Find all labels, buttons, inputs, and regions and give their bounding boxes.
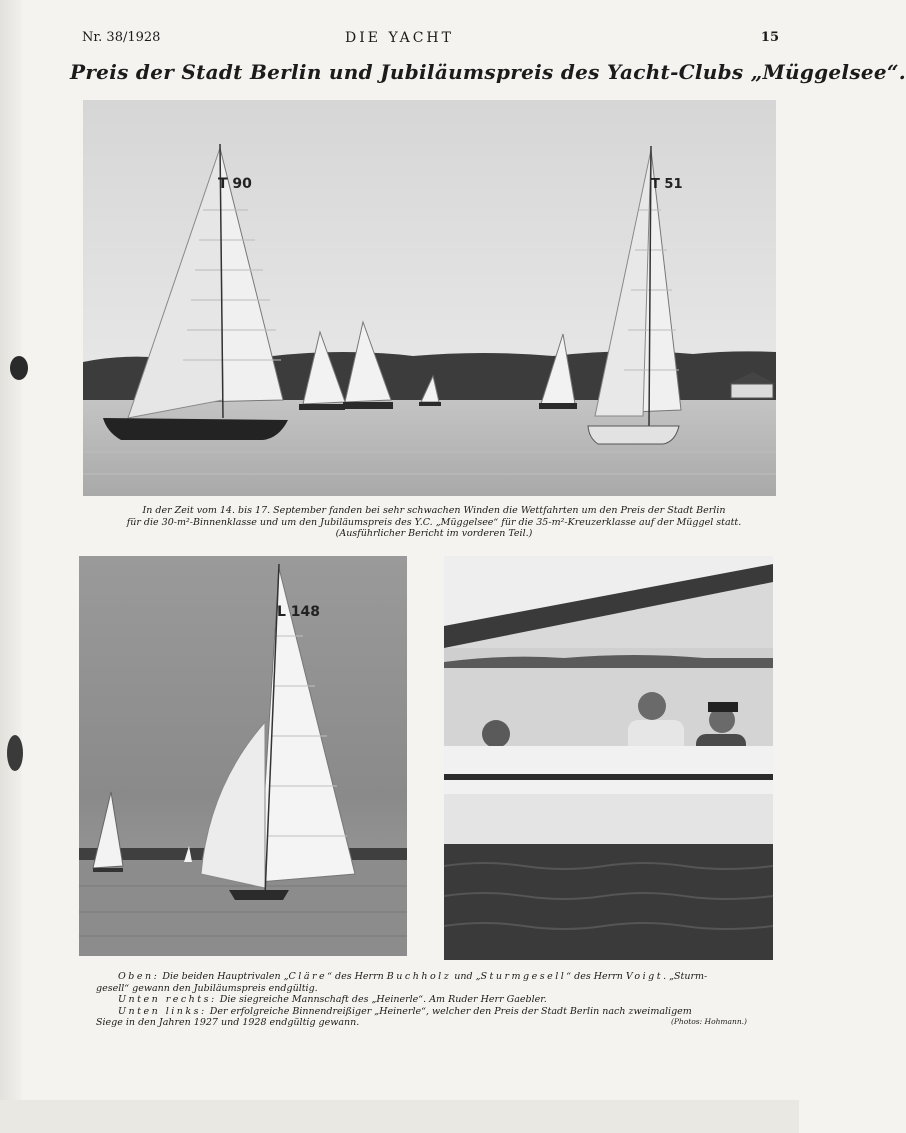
caption-text: “ des Herrn <box>566 971 623 982</box>
binding-hole <box>10 356 28 380</box>
page-edge <box>0 0 22 1133</box>
caption-oben-line2: gesell“ gewann den Jubiläumspreis endgültig. <box>96 982 318 994</box>
top-caption-line1: In der Zeit vom 14. bis 17. September fanden bei sehr schwachen Winden die Wettfahrten um den Preis der Stadt Berlin <box>142 505 726 516</box>
issue-number: Nr. 38/1928 <box>82 30 161 45</box>
caption-unten-links-text: Der erfolgreiche Binnendreißiger „Heinerle“, welcher den Preis der Stadt Berlin nach zweimaligem <box>209 1005 692 1017</box>
sail-number-t51: T 51 <box>651 177 683 192</box>
photo-credit: (Photos: Hohmann.) <box>670 1017 747 1026</box>
boat-name-sturmgesell: Sturmgesell <box>480 971 567 982</box>
caption-text: “ des Herrn <box>327 971 384 982</box>
caption-unten-rechts-text: Die siegreiche Mannschaft des „Heinerle“. Am Ruder Herr Gaebler. <box>219 994 547 1005</box>
boat-name-claere: Cläre <box>288 971 328 982</box>
owner-name-buchholz: Buchholz <box>386 971 452 982</box>
page-bottom <box>0 1100 799 1133</box>
top-photo-caption <box>94 505 774 540</box>
caption-label-oben: Oben: <box>118 971 160 982</box>
page-headline: Preis der Stadt Berlin und Jubiläumspreis des Yacht-Clubs „Müggelsee“. <box>70 60 906 84</box>
caption-unten-links-line2: Siege in den Jahren 1927 und 1928 endgültig gewann. <box>96 1017 360 1028</box>
sail-number-t90: T 90 <box>218 176 252 192</box>
top-caption-line3: (Ausführlicher Bericht im vorderen Teil.) <box>335 528 533 539</box>
caption-text: Die beiden Hauptrivalen „ <box>162 971 289 982</box>
binding-hole <box>7 735 23 771</box>
caption-text: . „Sturm- <box>663 971 708 982</box>
heinerle-sailing-photo <box>79 556 407 956</box>
caption-text: und „ <box>454 971 481 982</box>
caption-label-unten-rechts: Unten rechts: <box>118 994 217 1005</box>
owner-name-voigt: Voigt <box>625 971 664 982</box>
magazine-title: DIE YACHT <box>345 30 454 46</box>
heinerle-crew-photo <box>444 556 773 960</box>
top-regatta-photo <box>83 100 776 496</box>
top-caption-line2: für die 30-m²-Binnenklasse und um den Jubiläumspreis des Y.C. „Müggelsee“ für die 35-m²-Kreuzerklasse auf der Müggel statt. <box>126 516 742 528</box>
bottom-photos-caption <box>96 971 766 1029</box>
caption-label-unten-links: Unten links: <box>118 1005 207 1017</box>
sail-number-l148: L 148 <box>277 604 321 620</box>
page-number: 15 <box>760 30 779 45</box>
